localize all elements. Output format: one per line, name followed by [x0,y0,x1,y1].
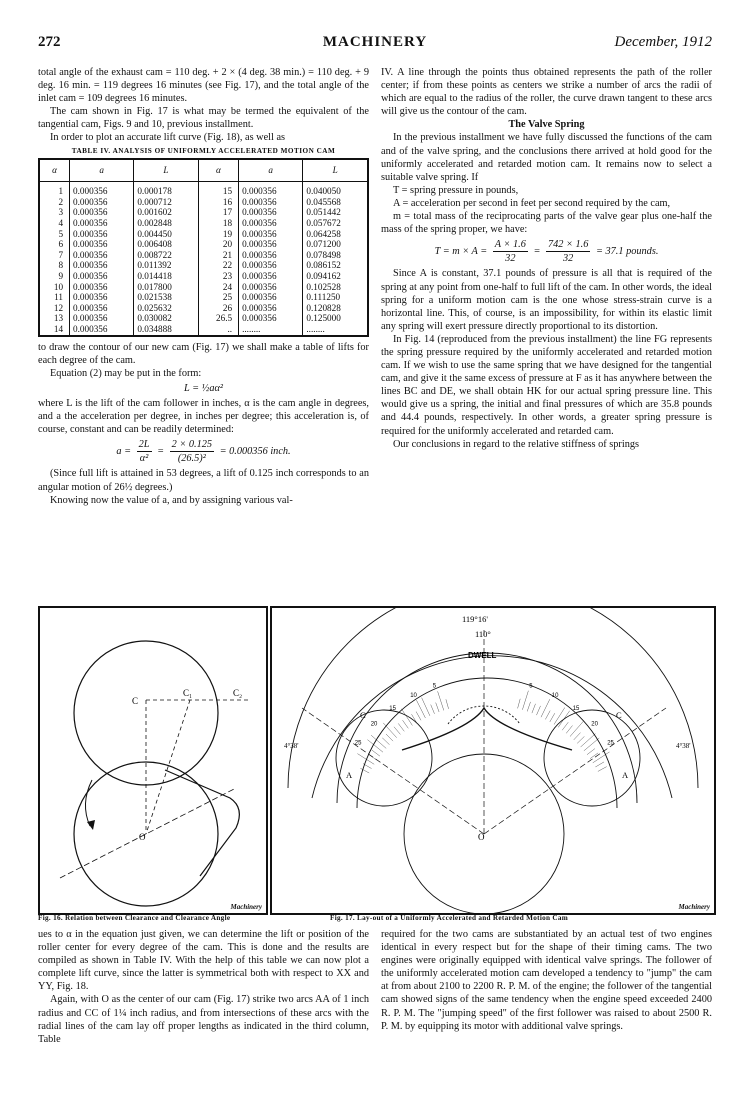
label-angle-left: 4°38' [284,742,299,750]
table-row [39,303,368,314]
table-row [39,229,368,240]
scale-tick-label: 25 [354,740,362,747]
figure-credit: Machinery [678,903,710,911]
equation-lift: L = ½aα² [183,382,223,394]
scale-tick [566,726,572,734]
table-cell: 0.008722 [134,250,198,261]
table-cell: 0.064258 [303,229,368,240]
label-c-right: C [616,710,622,720]
label-o: O [478,832,485,842]
table-row [39,218,368,229]
scale-tick [412,714,417,723]
table-cell: 0.014418 [134,271,198,282]
table-cell: 0.000356 [70,197,134,208]
scale-tick [436,703,439,712]
table-cell: 21 [198,250,238,261]
table-cell: 0.002848 [134,218,198,229]
table-cell: 0.125000 [303,313,368,324]
label-a-right: A [622,770,629,780]
fraction [546,238,590,265]
label-c-left: C [360,710,366,720]
table-cell: 4 [58,218,64,229]
fig16-drawing [40,608,266,913]
paragraph: total angle of the exhaust cam = 110 deg. + 2 × (4 deg. 38 min.) = 110 deg. + 9 deg. 16 min. = 119 degrees 16 minutes (see Fig. 17), and the total angle of the inlet cam = 109 degrees 16 minutes. [38,67,369,105]
scale-tick-label: 20 [591,721,598,728]
table-cell: 0.102528 [303,282,368,293]
table-cell: 25 [198,292,238,303]
table-cell: 0.078498 [303,250,368,261]
definition: A = acceleration per second in feet per second required by the cam, [393,197,671,209]
scale-tick [371,735,386,748]
scale-tick-label: 5 [529,683,533,690]
table-row [39,282,368,293]
table-header-cell: L [303,159,368,182]
table-cell: 0.000356 [70,282,134,293]
table-header-cell: a [239,159,303,182]
denominator: (26.5)² [177,453,206,465]
paragraph: In order to plot an accurate lift curve (Fig. 18), as well as [50,132,286,144]
table-cell: 0.086152 [303,260,368,271]
table-cell: 0.021538 [134,292,198,303]
table-row [39,271,368,282]
label-angle-right: 4°38' [676,742,691,750]
scale-tick [382,738,389,745]
bottom-left-column [38,928,369,1046]
table-cell: 5 [58,228,64,239]
table-caption: TABLE IV. ANALYSIS OF UNIFORMLY ACCELERATED MOTION CAM [71,146,336,155]
eq-sign: = [157,446,165,458]
table-cell: 13 [53,313,64,324]
table-cell: 16 [198,197,238,208]
table-cell: 22 [198,260,238,271]
table-cell: 0.000356 [239,303,303,314]
table-cell: 26 [198,303,238,314]
scale-tick-label: 15 [389,705,396,712]
table-cell: .. [198,324,238,336]
table-cell: ........ [239,324,303,336]
table-cell: 19 [198,229,238,240]
scale-tick-label: 10 [410,693,417,699]
table-cell: ........ [303,324,368,336]
scale-tick [532,704,536,713]
eq-lhs: T = m × A = [434,246,488,258]
table-row [39,186,368,197]
scale-tick-label: 10 [551,693,559,699]
numerator: 2 × 0.125 [170,438,214,452]
denominator: α² [139,453,149,465]
table-cell: 0.111250 [303,292,368,303]
numerator: 2L [137,438,152,452]
table-cell: 0.000356 [239,239,303,250]
equation-acceleration [38,438,369,465]
table-row [39,324,368,336]
definition: m = total mass of the reciprocating parts of the valve gear plus one-half the mass of the spring proper, we have: [381,211,712,236]
eq-sign: = [533,246,541,258]
table-cell: 18 [198,218,238,229]
figure-16 [38,606,268,915]
page-number: 272 [38,34,61,50]
table-body [39,182,368,336]
scale-tick [584,738,599,751]
scale-tick [438,691,444,710]
scale-tick [518,699,521,709]
scale-tick [537,706,541,715]
table-cell: 0.000356 [70,229,134,240]
table-cell: 0.011392 [134,260,198,271]
scale-tick [574,733,581,740]
figure-credit: Machinery [230,903,262,911]
table-cell: 0.000356 [239,260,303,271]
paragraph: Equation (2) may be put in the form: [50,367,202,379]
table-cell: 3 [58,207,64,218]
table-cell: 0.001602 [134,207,198,218]
table-cell: 0.000712 [134,197,198,208]
left-column [38,66,369,507]
table-header-cell: L [134,159,198,182]
paragraph: ues to α in the equation just given, we can determine the lift or position of the roller center for every degree of the cam. This is done and the results are compiled as shown in Table IV. With the help of this table we can now plot a complete lift curve, since the latter is symmetrical both with respect to XX and YY, Fig. 18. [38,929,369,993]
paragraph: Since A is constant, 37.1 pounds of pressure is all that is required of the spring at any point from one-half to full lift of the cam. In other words, the ideal spring for a uniform motion cam is the one whose stress-strain curve is a horizontal line. This, of course, is an impossibility, for within its elastic limit any spring will exert pressure directly proportional to its distortion. [381,268,712,332]
scale-tick [431,705,435,714]
table-cell: 0.034888 [134,324,198,336]
table-cell: 0.000356 [239,271,303,282]
scale-tick-label: 15 [572,705,580,712]
figure-17 [270,606,716,915]
table-cell: 26.5 [198,313,238,324]
label-c: C [132,696,139,706]
denominator: 32 [563,253,574,265]
equation-spring [381,238,712,265]
table-cell: 17 [198,207,238,218]
table-cell: 0.000356 [239,282,303,293]
table-cell: 11 [54,292,64,303]
table-cell: 0.000178 [134,186,198,197]
table-header-row [39,159,368,182]
scale-tick [598,767,607,772]
table-row [39,239,368,250]
table-cell: 0.000356 [70,250,134,261]
table-cell: 2 [58,196,64,207]
table-cell: 0.030082 [134,313,198,324]
scale-tick [562,722,568,730]
paragraph: required for the two cams are substantiated by an actual test of two engines identical in every respect but for the shape of their timing cams. The two engines were originally equipped with identical valve springs. The follower of the uniformly accelerated motion cam developed a tendency to "jump" the cam at from about 2100 to 2200 R. P. M. of the engine; the follower of the tangential cam showed signs of the same tendency when the engine speed exceeded 2400 R. P. M. The "jumping speed" of the first follower was raised to about 2500 R. P. M. by equipping its motor with additional valve springs. [381,929,712,1032]
table-cell: 0.000356 [239,229,303,240]
table-cell: 0.094162 [303,271,368,282]
bottom-right-column [381,928,712,1033]
scale-tick [394,727,400,735]
fraction [493,238,528,265]
table-cell: 0.000356 [70,260,134,271]
label-dwell: DWELL [468,651,497,660]
table-cell: 15 [198,186,238,197]
table-cell: 0.040050 [303,186,368,197]
scale-tick [550,713,555,722]
paragraph: to draw the contour of our new cam (Fig. 17) we shall make a table of lifts for each degree of the cam. [38,341,369,366]
fraction [170,438,214,465]
table-cell: 24 [198,282,238,293]
scale-tick [401,709,412,726]
table-cell: 0.006408 [134,239,198,250]
table-row [39,197,368,208]
scale-tick [570,722,583,737]
definition: T = spring pressure in pounds, [393,184,519,196]
paragraph: In Fig. 14 (reproduced from the previous installment) the line FG represents the spring pressure required by the uniformly accelerated and retarded motion cam. If we wish to use the same spring that we have designed for the tangential cam, and give it the same excess of pressure at F as it has anywhere between the lines BC and DE, we shall obtain HK for our actual spring pressure line. This would give us a spring, the initial and final pressures of which are 35.8 pounds and 44.4 pounds, respectively. In other words, a greater spring pressure is required for the uniformly accelerated and retarded cam. [381,333,712,437]
scale-tick [386,734,393,741]
table-cell: 9 [58,271,64,281]
table-cell: 8 [58,260,64,271]
table-cell: 0.000356 [70,186,134,197]
table-cell: 0.000356 [70,207,134,218]
right-column [381,66,712,451]
issue-date: December, 1912 [614,34,712,50]
figure-16-caption: Fig. 16. Relation between Clearance and Clearance Angle [38,914,231,922]
paragraph: Again, with O as the center of our cam (Fig. 17) strike two arcs AA of 1 inch radius and CC of 1¼ inch radius, and from intersections of these arcs with the radial lines of the cam lay off proper lengths as indicated in the third column, Table [38,994,369,1045]
fig17-drawing [272,608,714,913]
eq-lhs: a = [116,446,132,458]
table-cell: 0.045568 [303,197,368,208]
scale-tick [416,712,421,721]
table-row [39,313,368,324]
label-a-left: A [346,770,353,780]
page-header [38,34,712,58]
table-cell: 6 [58,239,64,250]
magazine-title: MACHINERY [322,34,428,50]
fraction [137,438,152,465]
table-iv [38,158,369,337]
table-cell: 0.000356 [239,250,303,261]
table-cell: 0.071200 [303,239,368,250]
scale-tick [558,711,569,728]
numerator: A × 1.6 [493,238,528,252]
table-cell: 0.000356 [70,271,134,282]
eq-rhs: = 37.1 pounds. [595,246,659,258]
table-row [39,260,368,271]
table-cell: 10 [53,281,64,292]
figure-17-caption: Fig. 17. Lay-out of a Uniformly Accelerated and Retarded Motion Cam [330,914,569,922]
scale-tick [522,691,528,710]
scale-tick [577,736,584,743]
table-cell: 0.000356 [239,292,303,303]
table-cell: 0.057672 [303,218,368,229]
paragraph: Knowing now the value of a, and by assigning various val- [50,494,293,506]
scale-tick [554,708,565,725]
table-cell: 0.000356 [239,313,303,324]
table-cell: 0.000356 [70,324,134,336]
scale-tick [446,699,449,709]
section-heading: The Valve Spring [508,119,585,131]
table-cell: 0.120828 [303,303,368,314]
table-row [39,250,368,261]
eq-rhs: = 0.000356 inch. [219,446,291,458]
paragraph: where L is the lift of the cam follower in inches, α is the cam angle in degrees, and a the acceleration per degree, in inches per degree; this acceleration is, of course, constant and can be readily determined: [38,397,369,436]
table-cell: 0.000356 [239,186,303,197]
scale-tick [527,702,530,712]
paragraph: The cam shown in Fig. 17 is what may be termed the equivalent of the tangential cam, Figs. 9 and 10, previous installment. [38,106,369,131]
table-cell: 0.000356 [239,207,303,218]
label-o: O [139,832,146,842]
table-cell: 0.000356 [70,218,134,229]
table-cell: 0.051442 [303,207,368,218]
label-c2: C₂ [233,688,243,698]
scale-tick [398,723,404,731]
paragraph: In the previous installment we have fully discussed the functions of the cam and of the valve spring, and the conclusions there arrived at hold good for the uniformly accelerated and retarded motion cam. It remains now to select a suitable valve spring. If [381,132,712,183]
table-cell: 0.004450 [134,229,198,240]
numerator: 742 × 1.6 [546,238,590,252]
paragraph: IV. A line through the points thus obtained represents the path of the roller center; if from these points as centers we strike a number of arcs the radii of which are equal to the radius of the roller, the curve drawn tangent to these arcs will give us the contour of the cam. [381,67,712,118]
scale-tick [545,711,550,720]
scale-tick-label: 20 [370,721,378,728]
table-header-cell: α [39,159,70,182]
denominator: 32 [505,253,516,265]
table-cell: 0.000356 [70,292,134,303]
scale-tick [372,750,380,756]
table-cell: 0.000356 [239,197,303,208]
scale-tick-label: 5 [432,683,437,690]
table-row [39,207,368,218]
table-cell: 0.017800 [134,282,198,293]
scale-tick [587,749,595,755]
table-row [39,292,368,303]
table-cell: 0.000356 [70,239,134,250]
scale-tick [403,720,409,728]
paragraph: (Since full lift is attained in 53 degrees, a lift of 0.125 inch corresponds to an angular motion of 26½ degrees.) [38,468,369,493]
scale-tick [357,754,374,765]
table-cell: 1 [58,186,64,197]
scale-tick-label: 25 [607,740,614,747]
scale-tick [581,734,596,747]
table-cell: 14 [53,323,64,334]
table-cell: 12 [53,302,64,313]
table-cell: 23 [198,271,238,282]
table-cell: 0.025632 [134,303,198,314]
table-cell: 7 [58,249,64,260]
scale-tick [595,762,604,767]
scale-tick [383,723,397,738]
paragraph: Our conclusions in regard to the relative stiffness of springs [393,438,640,450]
table-cell: 20 [198,239,238,250]
table-header-cell: α [198,159,238,182]
table-header-cell: a [70,159,134,182]
table-cell: 0.000356 [70,303,134,314]
label-angle-110: 110° [475,629,491,639]
label-angle-total: 119°16' [462,614,488,624]
scale-tick [541,699,550,717]
table-cell: 0.000356 [239,218,303,229]
table-cell: 0.000356 [70,313,134,324]
label-c1: C₁ [183,688,193,698]
